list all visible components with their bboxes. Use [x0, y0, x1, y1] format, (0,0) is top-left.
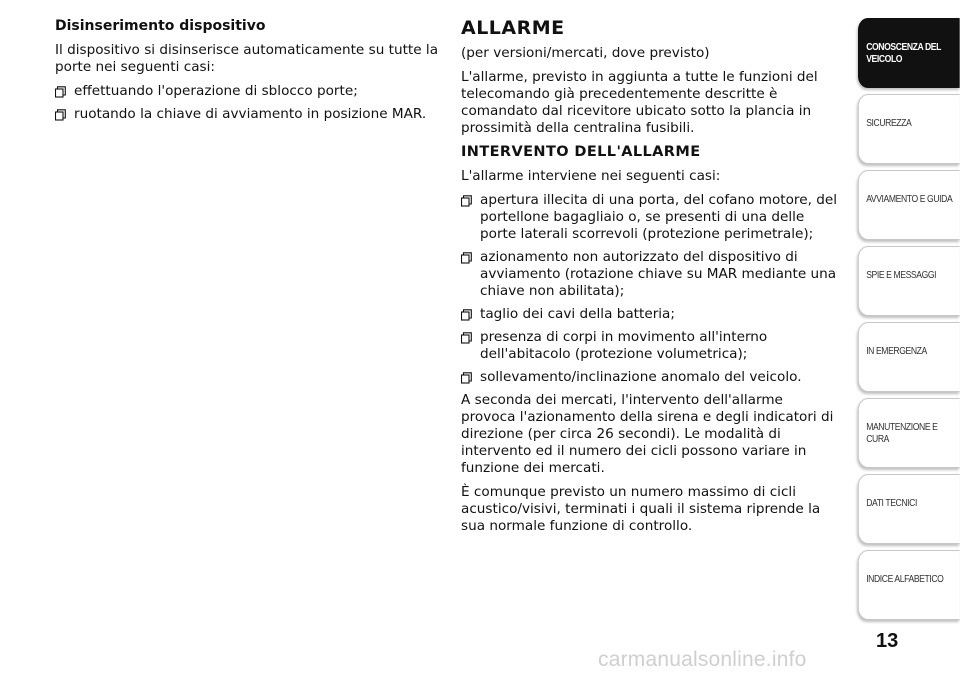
tab-label: IN EMERGENZA	[866, 345, 927, 357]
tab-conoscenza-del-veicolo[interactable]	[858, 18, 960, 88]
tab-label: SICUREZZA	[866, 117, 912, 129]
section-heading-disinserimento: Disinserimento dispositivo	[55, 18, 266, 34]
paragraph-intro: Il dispositivo si disinserisce automaticamente su tutte la porte nei seguenti casi:	[55, 42, 439, 75]
list-item	[461, 306, 841, 323]
tab-label: DATI TECNICI	[866, 497, 917, 509]
list-item-text: ruotando la chiave di avviamento in posizione MAR.	[74, 106, 427, 122]
list-item-text: azionamento non autorizzato del dispositivo di avviamento (rotazione chiave su MAR mediante una chiave non abilitata);	[480, 249, 837, 299]
bullet-box-icon	[55, 86, 66, 98]
paragraph-cycles: È comunque previsto un numero massimo di cicli acustico/visivi, terminati i quali il sistema riprende la sua normale funzione di controllo.	[461, 484, 821, 534]
list-item-text: taglio dei cavi della batteria;	[480, 306, 675, 322]
list-item-text: apertura illecita di una porta, del cofano motore, del portellone bagagliaio o, se presenti di una delle porte laterali scorrevoli (protezione perimetrale);	[480, 192, 837, 242]
subtitle: (per versioni/mercati, dove previsto)	[461, 45, 710, 61]
tab-spie-e-messaggi[interactable]	[858, 246, 960, 316]
bullet-box-icon	[461, 195, 472, 207]
page-number: 13	[876, 630, 899, 652]
bullet-box-icon	[55, 109, 66, 121]
list-item-text: effettuando l'operazione di sblocco porte;	[74, 83, 358, 99]
tab-dati-tecnici[interactable]	[858, 474, 960, 544]
tab-label: MANUTENZIONE E CURA	[866, 421, 938, 445]
list-item	[461, 192, 841, 243]
page-title: ALLARME	[461, 17, 565, 39]
watermark: carmanualsonline.info	[598, 648, 807, 671]
bullet-box-icon	[461, 372, 472, 384]
bullet-box-icon	[461, 309, 472, 321]
bullet-box-icon	[461, 332, 472, 344]
bullet-list-right	[461, 192, 841, 386]
bullet-list-left	[55, 83, 440, 123]
list-item-text: sollevamento/inclinazione anomalo del veicolo.	[480, 369, 802, 385]
tab-label: INDICE ALFABETICO	[866, 573, 944, 585]
list-item	[461, 329, 841, 363]
tab-avviamento-e-guida[interactable]	[858, 170, 960, 240]
chapter-tabs	[858, 18, 960, 626]
tab-in-emergenza[interactable]	[858, 322, 960, 392]
section-heading-intervento: INTERVENTO DELL'ALLARME	[461, 144, 701, 160]
left-column	[55, 18, 440, 129]
tab-label: AVVIAMENTO E GUIDA	[866, 193, 953, 205]
list-item	[55, 106, 440, 123]
list-item-text: presenza di corpi in movimento all'interno dell'abitacolo (protezione volumetrica);	[480, 329, 768, 362]
tab-label: CONOSCENZA DEL VEICOLO	[866, 41, 941, 65]
tab-manutenzione-e-cura[interactable]	[858, 398, 960, 468]
paragraph-description: L'allarme, previsto in aggiunta a tutte le funzioni del telecomando già precedentemente descritte è comandato dal ricevitore ubicato sotto la plancia in prossimità della centralina fusibili.	[461, 69, 818, 136]
bullet-box-icon	[461, 252, 472, 264]
paragraph-markets: A seconda dei mercati, l'intervento dell'allarme provoca l'azionamento della sirena e degli indicatori di direzione (per circa 26 secondi). Le modalità di intervento ed il numero dei cicli possono variare in funzione dei mercati.	[461, 392, 834, 476]
tab-indice-alfabetico[interactable]	[858, 550, 960, 620]
tab-label: SPIE E MESSAGGI	[866, 269, 937, 281]
tab-sicurezza[interactable]	[858, 94, 960, 164]
list-item	[461, 249, 841, 300]
list-item	[461, 369, 841, 386]
paragraph-section-intro: L'allarme interviene nei seguenti casi:	[461, 168, 721, 184]
list-item	[55, 83, 440, 100]
right-column	[461, 18, 841, 542]
